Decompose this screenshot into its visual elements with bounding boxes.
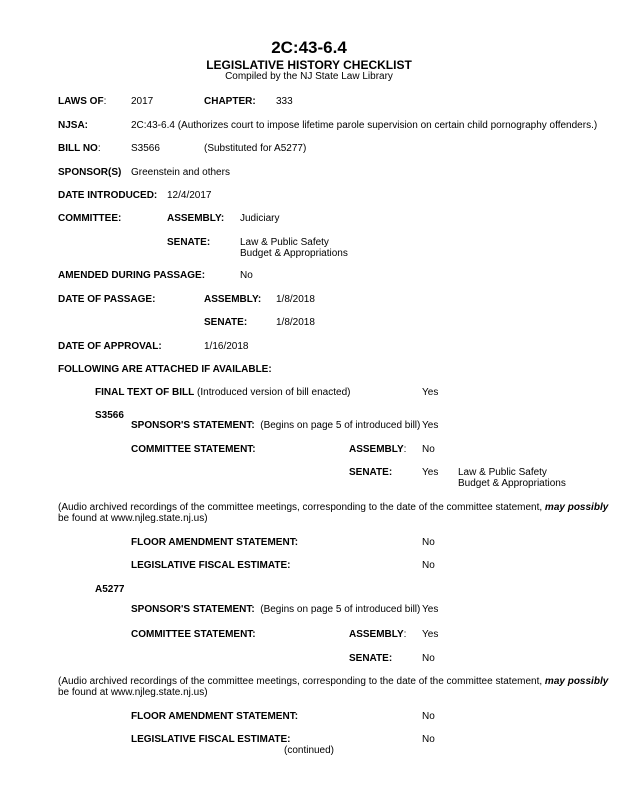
sponsors-label: SPONSOR(S)	[58, 167, 122, 178]
bill-substituted-note: (Substituted for A5277)	[204, 143, 307, 154]
date-introduced-label: DATE INTRODUCED:	[58, 190, 158, 201]
attached-heading: FOLLOWING ARE ATTACHED IF AVAILABLE:	[58, 364, 272, 375]
passage-senate-value: 1/8/2018	[276, 317, 315, 328]
s3566-audio-note-line-2: be found at www.njleg.state.nj.us)	[58, 513, 208, 524]
laws-of-label: LAWS OF:	[58, 96, 107, 107]
bill-no-value: S3566	[131, 143, 160, 154]
a5277-committee-stmt-label: COMMITTEE STATEMENT:	[131, 629, 256, 640]
passage-assembly-value: 1/8/2018	[276, 294, 315, 305]
s3566-senate-committee-1: Law & Public Safety	[458, 467, 547, 478]
s3566-fiscal-estimate-label: LEGISLATIVE FISCAL ESTIMATE:	[131, 560, 291, 571]
a5277-floor-amendment-value: No	[422, 711, 435, 722]
final-text-row	[95, 387, 350, 399]
a5277-committee-senate-label: SENATE:	[349, 653, 393, 664]
committee-senate-value-2: Budget & Appropriations	[240, 248, 348, 259]
bill-no-label: BILL NO:	[58, 143, 101, 154]
committee-assembly-value: Judiciary	[240, 213, 280, 224]
passage-senate-label: SENATE:	[204, 317, 248, 328]
compiled-by: Compiled by the NJ State Law Library	[225, 71, 393, 82]
a5277-fiscal-estimate-label: LEGISLATIVE FISCAL ESTIMATE:	[131, 734, 291, 745]
amended-value: No	[240, 270, 253, 281]
sponsors-value: Greenstein and others	[131, 167, 230, 178]
a5277-sponsor-stmt-value: Yes	[422, 604, 439, 615]
s3566-committee-stmt-label: COMMITTEE STATEMENT:	[131, 444, 256, 455]
final-text-label: FINAL TEXT OF BILL	[95, 387, 195, 398]
njsa-label: NJSA:	[58, 120, 89, 131]
njsa-value: 2C:43-6.4 (Authorizes court to impose lifetime parole supervision on certain child pornography offenders.)	[131, 120, 598, 131]
a5277-bill-heading: A5277	[95, 584, 125, 595]
laws-of-value: 2017	[131, 96, 154, 107]
a5277-committee-assembly-label: ASSEMBLY:	[349, 629, 407, 640]
s3566-fiscal-estimate-value: No	[422, 560, 435, 571]
a5277-sponsor-stmt-row: SPONSOR'S STATEMENT: (Begins on page 5 of introduced bill)	[131, 604, 421, 615]
s3566-audio-note-line-1: (Audio archived recordings of the committee meetings, corresponding to the date of the committee statement, may possibly	[58, 502, 609, 513]
a5277-audio-note-line-2: be found at www.njleg.state.nj.us)	[58, 687, 208, 698]
s3566-bill-heading: S3566	[95, 410, 124, 421]
s3566-sponsor-stmt-row: SPONSOR'S STATEMENT: (Begins on page 5 of introduced bill)	[131, 420, 421, 431]
passage-assembly-label: ASSEMBLY:	[204, 294, 262, 305]
s3566-committee-senate-value: Yes	[422, 467, 439, 478]
chapter-label: CHAPTER:	[204, 96, 256, 107]
continued-note: (continued)	[283, 745, 335, 756]
a5277-fiscal-estimate-value: No	[422, 734, 435, 745]
approval-label: DATE OF APPROVAL:	[58, 341, 162, 352]
committee-label: COMMITTEE:	[58, 213, 122, 224]
passage-label: DATE OF PASSAGE:	[58, 294, 156, 305]
s3566-floor-amendment-value: No	[422, 537, 435, 548]
approval-value: 1/16/2018	[204, 341, 249, 352]
a5277-floor-amendment-label: FLOOR AMENDMENT STATEMENT:	[131, 711, 299, 722]
date-introduced-value: 12/4/2017	[167, 190, 212, 201]
s3566-committee-assembly-value: No	[422, 444, 435, 455]
amended-label: AMENDED DURING PASSAGE:	[58, 270, 206, 281]
s3566-committee-assembly-label: ASSEMBLY:	[349, 444, 407, 455]
a5277-audio-note-line-1: (Audio archived recordings of the committee meetings, corresponding to the date of the committee statement, may possibly	[58, 676, 609, 687]
s3566-floor-amendment-label: FLOOR AMENDMENT STATEMENT:	[131, 537, 299, 548]
s3566-sponsor-stmt-value: Yes	[422, 420, 439, 431]
checklist-title: LEGISLATIVE HISTORY CHECKLIST	[206, 58, 412, 72]
s3566-committee-senate-label: SENATE:	[349, 467, 393, 478]
statute-heading: 2C:43-6.4	[271, 38, 347, 57]
a5277-committee-assembly-value: Yes	[422, 629, 439, 640]
s3566-senate-committee-2: Budget & Appropriations	[458, 478, 566, 489]
final-text-value: Yes	[422, 387, 439, 398]
a5277-committee-senate-value: No	[422, 653, 435, 664]
committee-assembly-label: ASSEMBLY:	[167, 213, 225, 224]
final-text-note: (Introduced version of bill enacted)	[197, 387, 351, 398]
committee-senate-label: SENATE:	[167, 237, 211, 248]
chapter-value: 333	[276, 96, 293, 107]
committee-senate-value-1: Law & Public Safety	[240, 237, 329, 248]
